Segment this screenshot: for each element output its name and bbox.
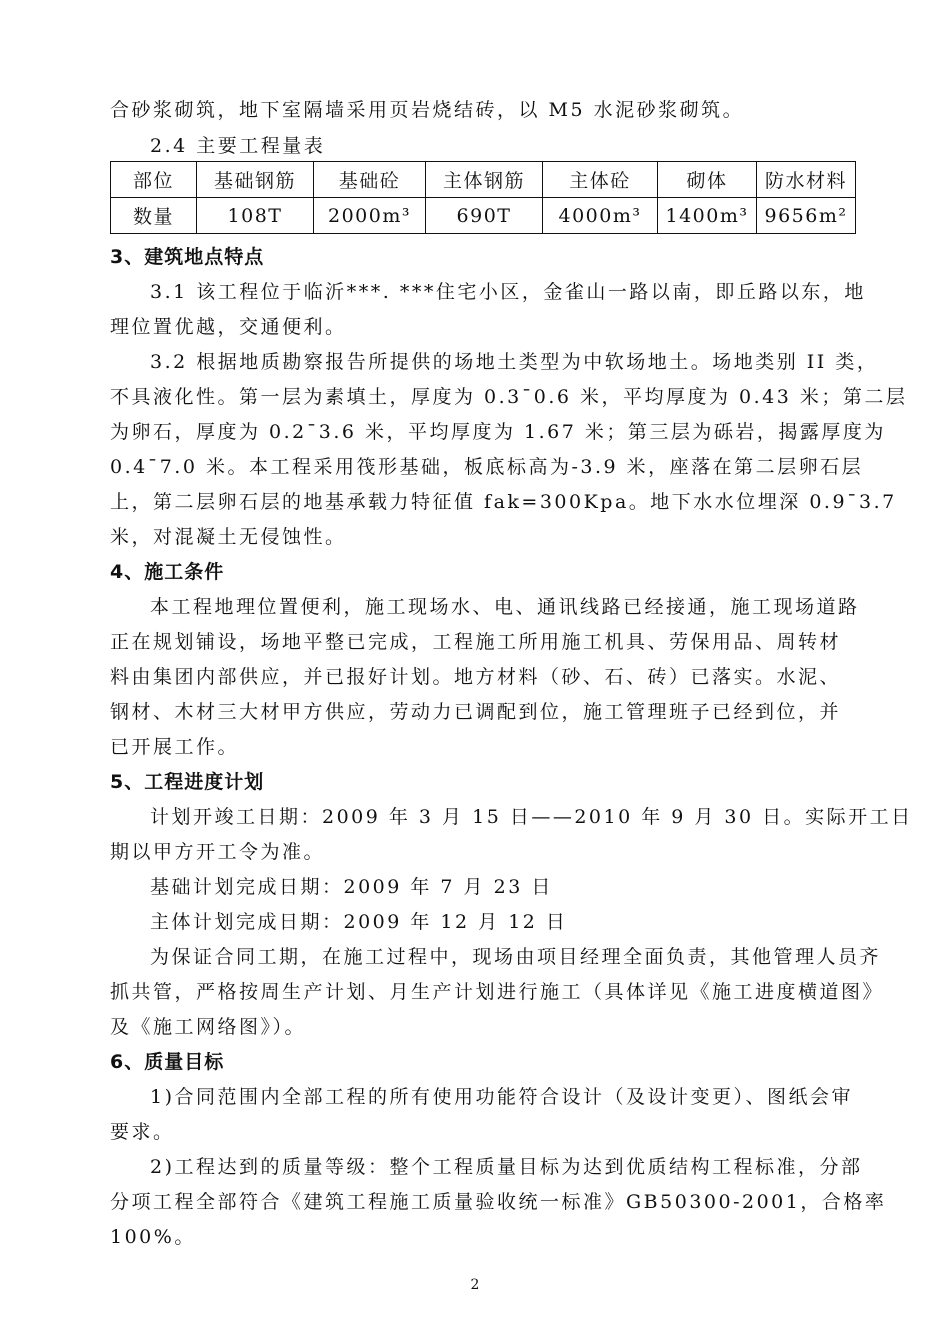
text-line: 基础计划完成日期：2009 年 7 月 23 日 (150, 876, 553, 898)
table-cell: 2000m³ (314, 198, 426, 234)
text-line: 分项工程全部符合《建筑工程施工质量验收统一标准》GB50300-2001，合格率 (110, 1191, 887, 1213)
table-cell: 690T (426, 198, 543, 234)
table-header-row (111, 162, 856, 198)
text-line: 1)合同范围内全部工程的所有使用功能符合设计（及设计变更）、图纸会审 (150, 1086, 854, 1108)
text-line: 100%。 (110, 1226, 196, 1248)
table-cell: 4000m³ (543, 198, 658, 234)
table-cell: 基础砼 (314, 162, 426, 198)
text-line: 理位置优越，交通便利。 (110, 316, 347, 338)
text-line: 为保证合同工期，在施工过程中，现场由项目经理全面负责，其他管理人员齐 (150, 946, 882, 968)
text-line: 上，第二层卵石层的地基承载力特征值 fak=300Kpa。地下水水位埋深 0.9¯3.7 (110, 491, 897, 513)
table-cell: 9656m² (757, 198, 856, 234)
text-line: 为卵石，厚度为 0.2¯3.6 米，平均厚度为 1.67 米；第三层为砾岩，揭露厚度为 (110, 421, 886, 443)
table-cell: 1400m³ (658, 198, 757, 234)
table-cell: 主体钢筋 (426, 162, 543, 198)
section-heading: 4、施工条件 (110, 561, 225, 583)
text-line: 抓共管，严格按周生产计划、月生产计划进行施工（具体详见《施工进度横道图》 (110, 981, 885, 1003)
table-cell: 部位 (111, 162, 197, 198)
text-line: 本工程地理位置便利，施工现场水、电、通讯线路已经接通，施工现场道路 (150, 596, 860, 618)
table-cell: 基础钢筋 (197, 162, 314, 198)
text-line: 及《施工网络图》）。 (110, 1016, 307, 1038)
text-line: 已开展工作。 (110, 736, 240, 758)
text-line: 3.2 根据地质勘察报告所提供的场地土类型为中软场地土。场地类别 II 类， (150, 351, 879, 373)
text-line: 正在规划铺设，场地平整已完成，工程施工所用施工机具、劳保用品、周转材 (110, 631, 842, 653)
text-line: 要求。 (110, 1121, 175, 1143)
table-cell: 防水材料 (757, 162, 856, 198)
text-line: 0.4¯7.0 米。本工程采用筏形基础，板底标高为-3.9 米，座落在第二层卵石层 (110, 456, 864, 478)
text-line: 料由集团内部供应，并已报好计划。地方材料（砂、石、砖）已落实。水泥、 (110, 666, 842, 688)
table-cell: 主体砼 (543, 162, 658, 198)
text-line: 主体计划完成日期：2009 年 12 月 12 日 (150, 911, 568, 933)
quantity-table (110, 161, 856, 234)
section-heading: 5、工程进度计划 (110, 771, 265, 793)
section-heading: 6、质量目标 (110, 1051, 225, 1073)
text-line: 不具液化性。第一层为素填土，厚度为 0.3¯0.6 米，平均厚度为 0.43 米；第二层 (110, 386, 908, 408)
text-line: 合砂浆砌筑，地下室隔墙采用页岩烧结砖，以 M5 水泥砂浆砌筑。 (110, 99, 745, 121)
section-heading: 3、建筑地点特点 (110, 246, 265, 268)
page-number: 2 (470, 1277, 480, 1293)
table-caption: 2.4 主要工程量表 (150, 135, 326, 157)
text-line: 计划开竣工日期：2009 年 3 月 15 日——2010 年 9 月 30 日。实际开工日 (150, 806, 913, 828)
table-cell: 108T (197, 198, 314, 234)
text-line: 米，对混凝土无侵蚀性。 (110, 526, 347, 548)
table-row (111, 198, 856, 234)
text-line: 钢材、木材三大材甲方供应，劳动力已调配到位，施工管理班子已经到位，并 (110, 701, 842, 723)
text-line: 3.1 该工程位于临沂***. ***住宅小区，金雀山一路以南，即丘路以东，地 (150, 281, 866, 303)
table-cell: 数量 (111, 198, 197, 234)
text-line: 期以甲方开工令为准。 (110, 841, 326, 863)
text-line: 2)工程达到的质量等级：整个工程质量目标为达到优质结构工程标准，分部 (150, 1156, 863, 1178)
table-cell: 砌体 (658, 162, 757, 198)
